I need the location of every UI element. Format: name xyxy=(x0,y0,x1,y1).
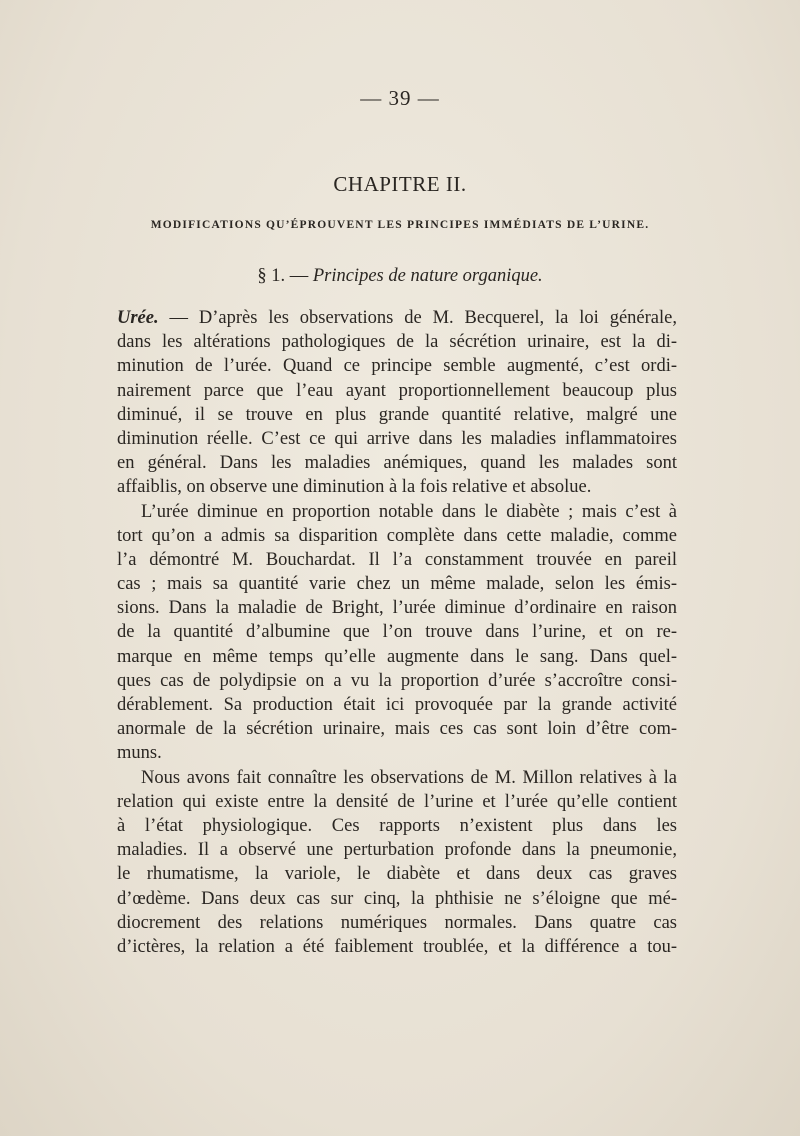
text-line: dans les altérations pathologiques de la sécrétion urinaire, est la di- xyxy=(117,332,677,353)
section-name: Principes de nature organique. xyxy=(312,266,543,286)
text-line: diminué, il se trouve en plus grande quantité relative, malgré une xyxy=(117,404,677,425)
text-line: de la quantité d’albumine que l’on trouve dans l’urine, et on re- xyxy=(117,622,677,643)
text-line: relation qui existe entre la densité de l’urine et l’urée qu’elle contient xyxy=(117,791,677,812)
text-line: dérablement. Sa production était ici provoquée par la grande activité xyxy=(117,695,677,715)
text-line: l’a démontré M. Bouchardat. Il l’a constamment trouvée en pareil xyxy=(117,549,677,570)
chapter-title: CHAPITRE II. xyxy=(333,172,467,196)
text-line: muns. xyxy=(117,743,162,764)
text-line: sions. Dans la maladie de Bright, l’urée diminue d’ordinaire en raison xyxy=(117,598,677,619)
text-line: marque en même temps qu’elle augmente dans le sang. Dans quel- xyxy=(117,646,677,667)
section-heading xyxy=(0,266,800,287)
section-number: § 1. — xyxy=(257,266,313,286)
text-line: Nous avons fait connaître les observations de M. Millon relatives à la xyxy=(141,767,677,788)
text-line: diminution réelle. C’est ce qui arrive dans les maladies inflammatoires xyxy=(117,428,677,449)
text-line: cas ; mais sa quantité varie chez un même malade, selon les émis- xyxy=(117,574,677,595)
text-line: nairement parce que l’eau ayant proportionnellement beaucoup plus xyxy=(117,380,677,401)
text-line: L’urée diminue en proportion notable dans le diabète ; mais c’est à xyxy=(141,501,677,522)
text-line: diocrement des relations numériques normales. Dans quatre cas xyxy=(117,912,677,933)
text-line: d’ictères, la relation a été faiblement troublée, et la différence a tou- xyxy=(117,936,677,957)
text-line: ques cas de polydipsie on a vu la proportion d’urée s’accroître consi- xyxy=(117,670,677,691)
body-text xyxy=(117,306,677,959)
lead-word: Urée. xyxy=(117,308,159,328)
text-line: d’œdème. Dans deux cas sur cinq, la phthisie ne s’éloigne que mé- xyxy=(117,888,677,909)
chapter-subtitle: MODIFICATIONS QU’ÉPROUVENT LES PRINCIPES IMMÉDIATS DE L’URINE. xyxy=(150,219,650,231)
text-line: affaiblis, on observe une diminution à la fois relative et absolue. xyxy=(117,477,592,498)
text-line: minution de l’urée. Quand ce principe semble augmenté, c’est ordi- xyxy=(117,356,677,377)
text-line: Urée. — D’après les observations de M. Becquerel, la loi générale, xyxy=(117,308,677,328)
text-line: maladies. Il a observé une perturbation profonde dans la pneumonie, xyxy=(117,840,677,861)
text-line: à l’état physiologique. Ces rapports n’existent plus dans les xyxy=(117,815,677,836)
page-number: — 39 — xyxy=(360,86,440,110)
text-line: anormale de la sécrétion urinaire, mais ces cas sont loin d’être com- xyxy=(117,719,677,740)
text-line: en général. Dans les maladies anémiques, quand les malades sont xyxy=(117,453,677,474)
text-line: le rhumatisme, la variole, le diabète et dans deux cas graves xyxy=(117,864,677,885)
text-line: tort qu’on a admis sa disparition complète dans cette maladie, comme xyxy=(117,525,677,546)
